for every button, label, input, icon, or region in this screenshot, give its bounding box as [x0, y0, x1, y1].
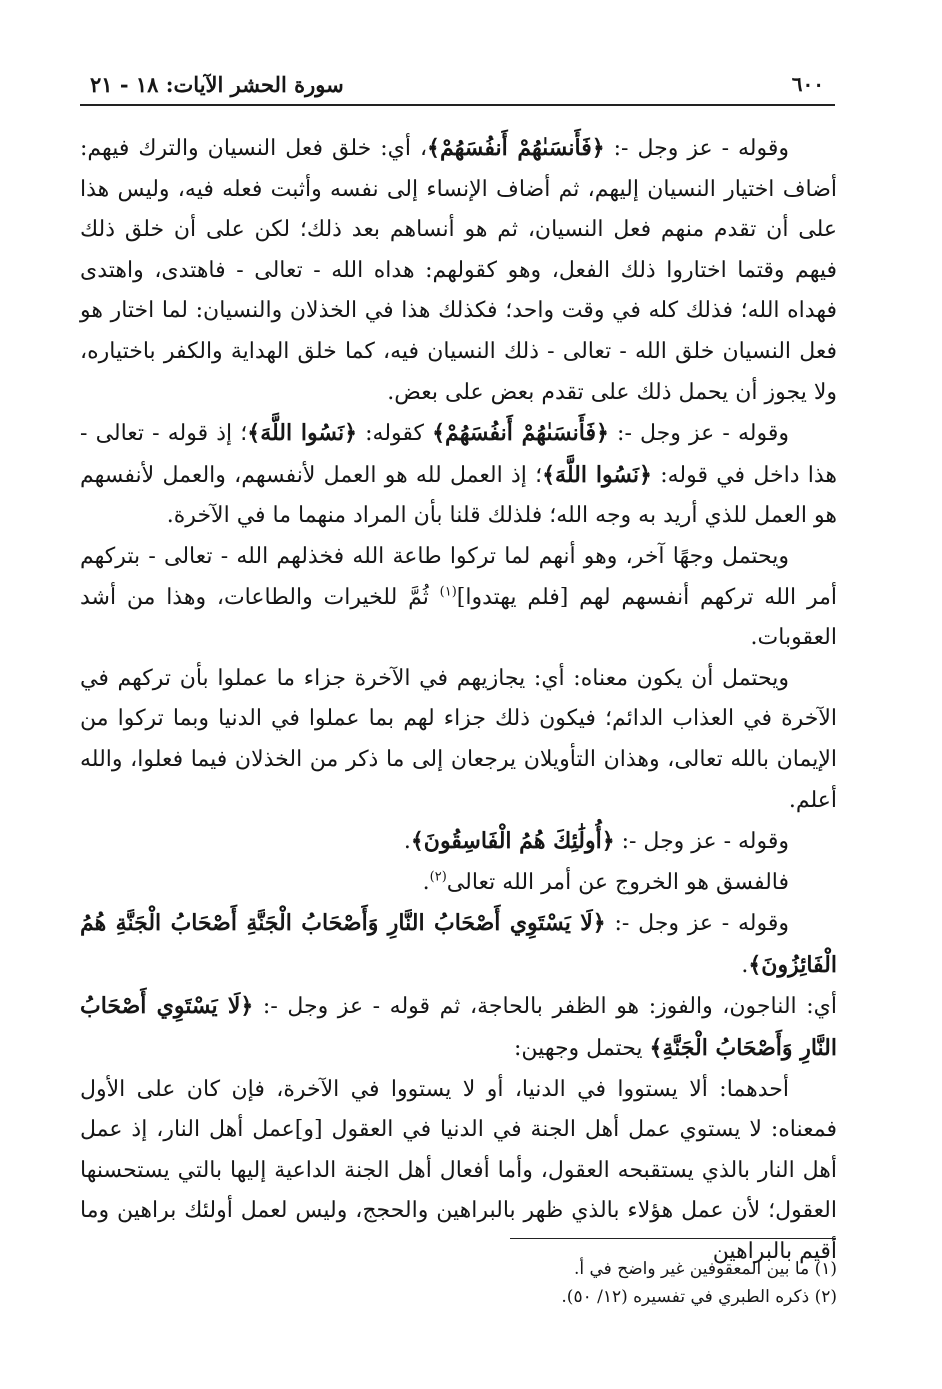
- text-run: ؛ إذ قوله - تعالى - هذا داخل في قوله:: [80, 421, 837, 488]
- paragraph-2: [80, 413, 837, 537]
- paragraph-6: [80, 863, 837, 904]
- text-run: أحدهما: ألا يستووا في الدنيا، أو لا يستووا في الآخرة، فإن كان على الأول فمعناه: لا يستوي عمل أهل الجنة في الدنيا في العقول [و]عمل أهل النار، إذ عمل أهل النار بالذي يستقبحه العقول، وأما أفعال أهل الجنة الداعية إليها بالتي يستحسنها العقول؛ لأن عمل هؤلاء بالذي ظهر بالبراهين والحجج، وليس لعمل أولئك براهين وما أقيم بالبراهين: [80, 1076, 837, 1265]
- quran-quote: ﴿أُولَٰئِكَ هُمُ الْفَاسِقُونَ﴾: [410, 828, 615, 855]
- text-run: ويحتمل أن يكون معناه: أي: يجازيهم في الآخرة جزاء ما عملوا بأن تركهم في الآخرة في العذاب الدائم؛ فيكون ذلك جزاء لهم بما عملوا في الدنيا وبما تركوا من الإيمان بالله تعالى، وهذان التأويلان يرجعان إلى ما ذكر من الخذلان فيما فعلوا، والله أعلم.: [80, 665, 837, 813]
- text-run: .: [422, 869, 430, 895]
- quran-quote: ﴿فَأَنسَىٰهُمْ أَنفُسَهُمْ﴾: [432, 420, 609, 447]
- page-body: [80, 128, 837, 1273]
- quran-quote: ﴿فَأَنسَىٰهُمْ أَنفُسَهُمْ﴾: [427, 135, 605, 161]
- footnote-ref-2[interactable]: (٢): [429, 869, 447, 885]
- text-run: ويحتمل وجهًا آخر، وهو أنهم لما تركوا طاعة الله فخذلهم الله - تعالى - بتركهم أمر الله تركهم أنفسهم لهم [فلم يهتدوا]: [80, 543, 837, 610]
- paragraph-3: [80, 537, 837, 659]
- page-number: ٦٠٠: [791, 72, 824, 96]
- text-run: .: [741, 952, 749, 978]
- footnote-rule: [510, 1238, 836, 1239]
- text-run: أي: الناجون، والفوز: هو الظفر بالحاجة، ثم قوله - عز وجل -:: [253, 994, 837, 1020]
- text-run: فالفسق هو الخروج عن أمر الله تعالى: [446, 869, 789, 895]
- quran-quote: ﴿لَا يَسْتَوِي أَصْحَابُ النَّارِ وَأَصْحَابُ الْجَنَّةِ أَصْحَابُ الْجَنَّةِ هُمُ الْفَائِزُونَ﴾: [80, 910, 837, 978]
- quran-quote: ﴿لَا يَسْتَوِي أَصْحَابُ النَّارِ وَأَصْحَابُ الْجَنَّةِ﴾: [80, 993, 837, 1062]
- page-header: [80, 72, 824, 102]
- text-run: ؛ إذ العمل لله هو العمل لأنفسهم، والعمل لأنفسهم هو العمل للذي أريد به وجه الله؛ فلذلك قلنا بأن المراد منهما ما في الآخرة.: [80, 462, 837, 529]
- text-run: يحتمل وجهين:: [514, 1036, 650, 1062]
- text-run: وقوله - عز وجل -:: [608, 421, 789, 447]
- footnote-ref-1[interactable]: (١): [439, 584, 457, 600]
- paragraph-5: [80, 821, 837, 863]
- header-rule: [80, 104, 835, 106]
- paragraph-8: [80, 986, 837, 1069]
- paragraph-4: [80, 659, 837, 821]
- footnote-2: (٢) ذكره الطبري في تفسيره (١٢/ ٥٠).: [561, 1287, 837, 1307]
- paragraph-1: [80, 128, 837, 413]
- text-run: وقوله - عز وجل -:: [605, 911, 789, 937]
- footnotes: [80, 1255, 837, 1311]
- text-run: كقوله:: [357, 421, 433, 447]
- text-run: وقوله - عز وجل -:: [614, 829, 789, 855]
- text-run: وقوله - عز وجل -:: [604, 136, 789, 161]
- text-run: ، أي: خلق فعل النسيان والترك فيهم: أضاف اختيار النسيان إليهم، ثم أضاف الإنساء إلى نفسه وأثبت فعله فيه، وليس هذا على أن تقدم منهم فعل النسيان، ثم هو أنساهم بعد ذلك؛ لكن على أن خلق ذلك فيهم وقتما اختاروا ذلك الفعل، وهو كقولهم: هداه الله - تعالى - فاهتدى، واهتدى فهداه الله؛ فذلك كله في وقت واحد؛ فكذلك هذا في الخذلان والنسيان: لما اختار هو فعل النسيان خلق الله - تعالى - ذلك النسيان فيه، كما خلق الهداية والكفر باختياره، ولا يجوز أن يحمل ذلك على تقدم بعض على بعض.: [80, 136, 837, 405]
- quran-quote: ﴿نَسُوا اللَّهَ﴾: [542, 461, 652, 488]
- running-title: سورة الحشر الآيات: ١٨ - ٢١: [90, 72, 344, 97]
- text-run: .: [403, 829, 411, 855]
- paragraph-7: [80, 903, 837, 986]
- quran-quote: ﴿نَسُوا اللَّهَ﴾: [247, 420, 357, 447]
- footnote-1: (١) ما بين المعقوفين غير واضح في أ.: [573, 1259, 837, 1279]
- paragraph-9: [80, 1070, 837, 1273]
- text-run: ثُمَّ للخيرات والطاعات، وهذا من أشد العقوبات.: [80, 584, 837, 651]
